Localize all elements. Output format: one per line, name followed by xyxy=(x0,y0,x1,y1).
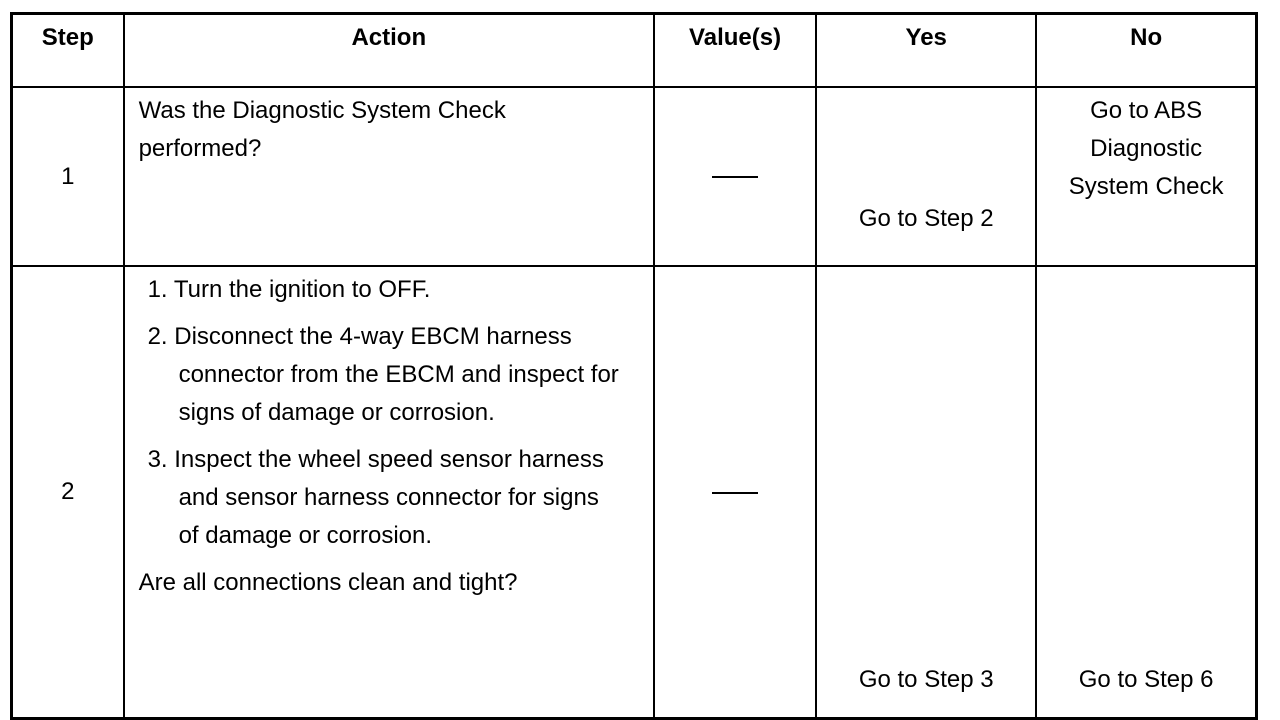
value-cell xyxy=(654,87,816,266)
action-question: Was the Diagnostic System Check performed? xyxy=(138,97,506,162)
no-result: Go to Step 6 xyxy=(1036,266,1256,719)
empty-value-dash xyxy=(712,176,758,178)
header-row xyxy=(12,14,1257,88)
action-text xyxy=(124,87,654,266)
yes-result: Go to Step 3 xyxy=(816,266,1036,719)
action-step-3: 3. Inspect the wheel speed sensor harness and sensor harness connector for signs of damage or corrosion. xyxy=(147,446,604,549)
action-step-2: 2. Disconnect the 4-way EBCM harness connector from the EBCM and inspect for signs of damage or corrosion. xyxy=(147,323,619,426)
header-no: No xyxy=(1036,14,1256,88)
header-values: Value(s) xyxy=(654,14,816,88)
no-result-text: Go to ABS Diagnostic System Check xyxy=(1068,97,1224,200)
header-yes: Yes xyxy=(816,14,1036,88)
diagnostic-table xyxy=(10,12,1258,720)
header-step: Step xyxy=(12,14,124,88)
table-row xyxy=(12,266,1257,719)
empty-value-dash xyxy=(712,492,758,494)
no-result xyxy=(1036,87,1256,266)
action-step-1: 1. Turn the ignition to OFF. xyxy=(147,276,431,303)
yes-result: Go to Step 2 xyxy=(816,87,1036,266)
value-cell xyxy=(654,266,816,719)
step-number: 2 xyxy=(12,266,124,719)
table-row xyxy=(12,87,1257,266)
step-number: 1 xyxy=(12,87,124,266)
header-action: Action xyxy=(124,14,654,88)
action-text xyxy=(124,266,654,719)
action-question: Are all connections clean and tight? xyxy=(138,569,518,596)
